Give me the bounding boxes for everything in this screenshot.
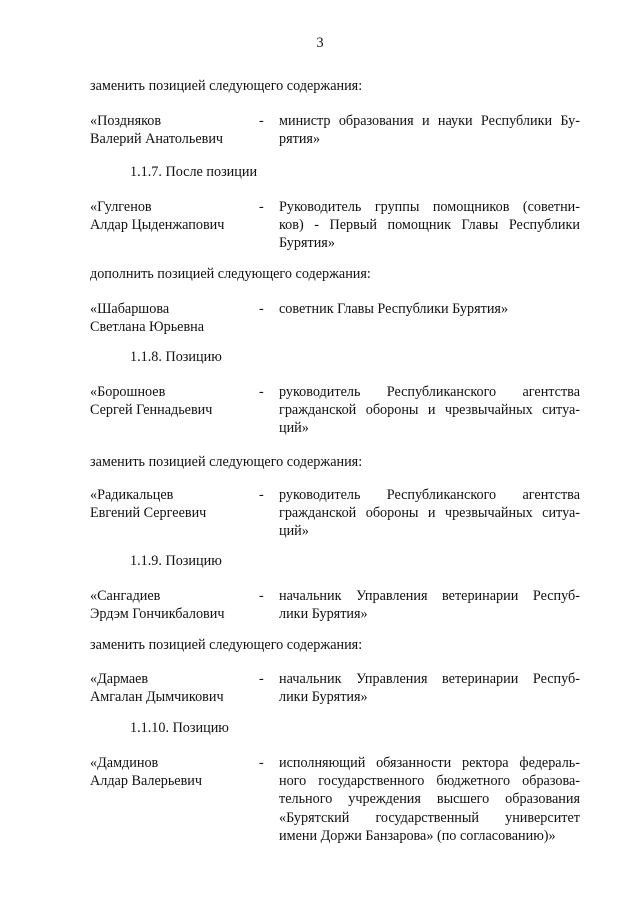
position-description (279, 754, 580, 845)
description-line: лики Бурятия» (279, 606, 368, 623)
surname: «Поздняков (90, 113, 162, 129)
description-line: Руководитель группы помощников (советни- (279, 199, 580, 215)
person-name (90, 754, 255, 790)
dash-separator: - (259, 113, 264, 129)
person-name (90, 300, 255, 336)
surname: «Дармаев (90, 671, 149, 687)
description-line: ного государственного бюджетного образова- (279, 773, 580, 790)
given-names: Светлана Юрьевна (90, 319, 205, 336)
clause-1-1-7: 1.1.7. После позиции (130, 164, 258, 180)
description-line: исполняющий обязанности ректора федераль- (279, 755, 580, 771)
description-line: ков) - Первый помощник Главы Республики (279, 217, 580, 234)
description-line: «Бурятский государственный университет (279, 809, 580, 826)
surname: «Борошноев (90, 384, 166, 400)
given-names: Евгений Сергеевич (90, 505, 207, 522)
position-description (279, 198, 580, 253)
instruction-replace-3: заменить позицией следующего содержания: (90, 637, 363, 653)
person-name (90, 383, 255, 419)
position-description (279, 112, 580, 148)
given-names: Валерий Анатольевич (90, 131, 224, 148)
person-name (90, 486, 255, 522)
person-name (90, 670, 255, 706)
dash-separator: - (259, 588, 264, 604)
person-name (90, 198, 255, 234)
page-number: 3 (316, 35, 324, 51)
dash-separator: - (259, 755, 264, 771)
given-names: Алдар Цыденжапович (90, 217, 225, 234)
position-description (279, 486, 580, 541)
given-names: Амгалан Дымчикович (90, 689, 224, 706)
description-line: начальник Управления ветеринарии Респуб- (279, 588, 580, 604)
surname: «Гулгенов (90, 199, 152, 215)
dash-separator: - (259, 487, 264, 503)
description-line: начальник Управления ветеринарии Респуб- (279, 671, 580, 687)
description-line: советник Главы Республики Бурятия» (279, 301, 509, 317)
description-line: министр образования и науки Республики Бу- (279, 113, 580, 129)
dash-separator: - (259, 301, 264, 317)
description-line: Бурятия» (279, 235, 335, 252)
description-line: имени Доржи Банзарова» (по согласованию)» (279, 827, 556, 844)
given-names: Алдар Валерьевич (90, 773, 203, 790)
position-description (279, 587, 580, 623)
description-line: руководитель Республиканского агентства (279, 384, 580, 400)
given-names: Эрдэм Гончикбалович (90, 606, 225, 623)
description-line: руководитель Республиканского агентства (279, 487, 580, 503)
instruction-replace-2: заменить позицией следующего содержания: (90, 454, 363, 470)
dash-separator: - (259, 199, 264, 215)
position-description (279, 670, 580, 706)
surname: «Радикальцев (90, 487, 174, 503)
given-names: Сергей Геннадьевич (90, 402, 213, 419)
description-line: гражданской обороны и чрезвычайных ситуа- (279, 402, 580, 419)
description-line: лики Бурятия» (279, 689, 368, 706)
dash-separator: - (259, 671, 264, 687)
description-line: ций» (279, 420, 309, 437)
position-description (279, 300, 580, 318)
person-name (90, 112, 255, 148)
clause-1-1-10: 1.1.10. Позицию (130, 720, 229, 736)
clause-1-1-9: 1.1.9. Позицию (130, 553, 222, 569)
clause-1-1-8: 1.1.8. Позицию (130, 349, 222, 365)
dash-separator: - (259, 384, 264, 400)
description-line: гражданской обороны и чрезвычайных ситуа- (279, 505, 580, 522)
surname: «Шабаршова (90, 301, 170, 317)
position-description (279, 383, 580, 438)
description-line: тельного учреждения высшего образования (279, 791, 580, 808)
surname: «Дамдинов (90, 755, 159, 771)
description-line: рятия» (279, 131, 321, 148)
instruction-replace-1: заменить позицией следующего содержания: (90, 78, 363, 94)
description-line: ций» (279, 523, 309, 540)
instruction-add: дополнить позицией следующего содержания: (90, 266, 371, 282)
surname: «Сангадиев (90, 588, 161, 604)
person-name (90, 587, 255, 623)
